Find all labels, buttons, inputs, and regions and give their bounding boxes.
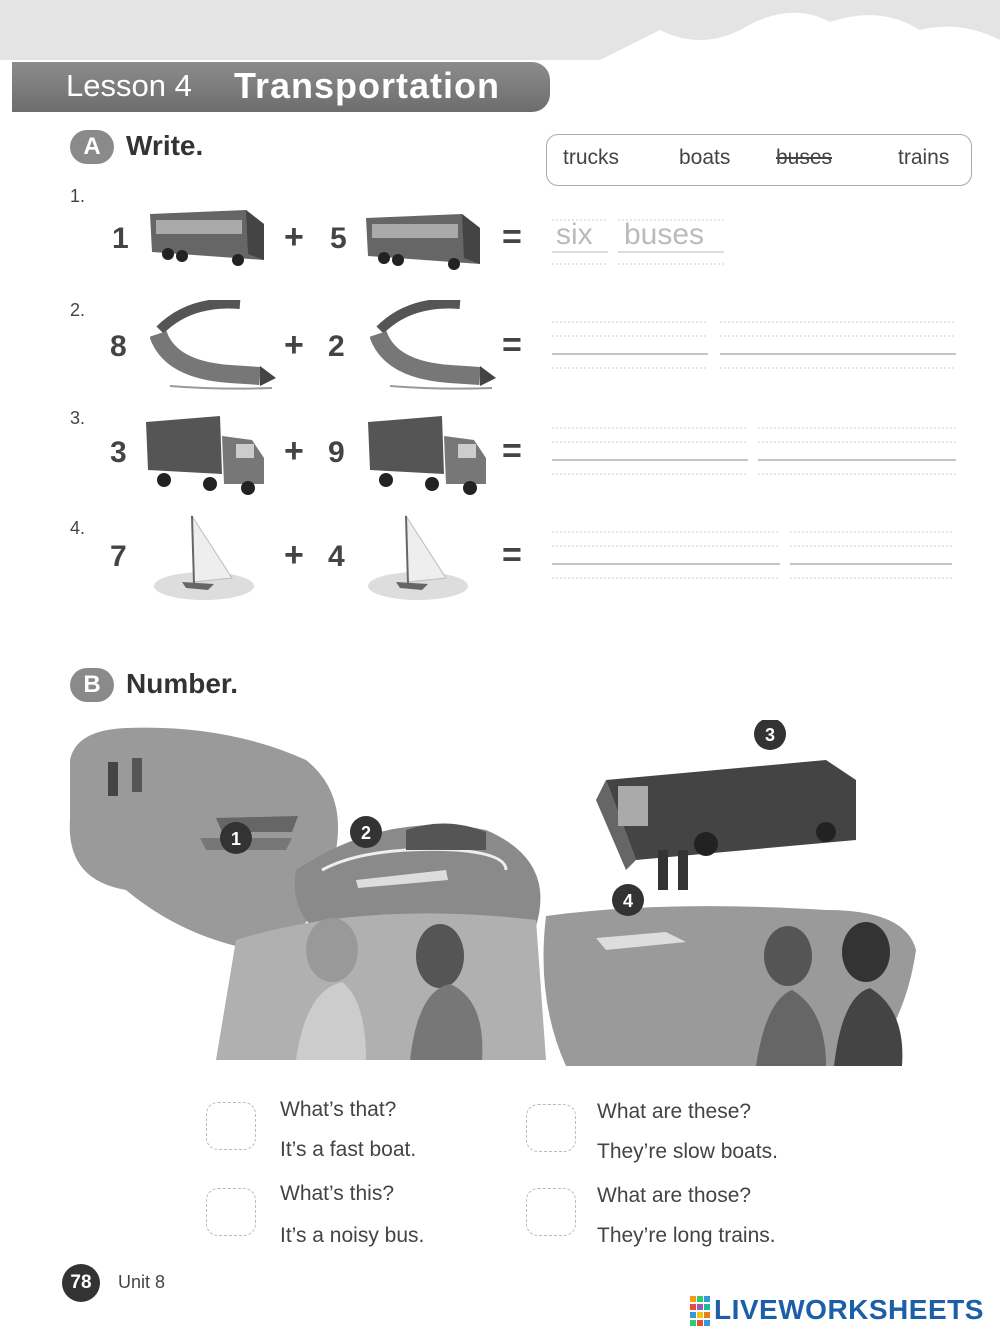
item-number: 2. bbox=[70, 300, 86, 320]
item-number: 3. bbox=[70, 408, 86, 428]
number-answer-box[interactable] bbox=[526, 1188, 576, 1236]
dialog-answer: They’re long trains. bbox=[597, 1224, 776, 1247]
dialog-answer: It’s a fast boat. bbox=[280, 1138, 417, 1161]
liveworksheets-logo-icon bbox=[690, 1296, 710, 1326]
answer-word-1: six bbox=[556, 218, 593, 251]
plus-sign: + bbox=[284, 326, 304, 364]
liveworksheets-brand[interactable]: LIVEWORKSHEETS bbox=[714, 1294, 984, 1325]
number-answer-box[interactable] bbox=[206, 1102, 256, 1150]
unit-label: Unit 8 bbox=[118, 1272, 166, 1292]
scene-number: 4 bbox=[622, 891, 634, 911]
dialog-answer: It’s a noisy bus. bbox=[280, 1224, 425, 1247]
page-title: Transportation bbox=[234, 65, 501, 106]
item-right-count: 2 bbox=[328, 330, 345, 363]
dialog-question: What’s that? bbox=[280, 1098, 397, 1121]
scene-number: 3 bbox=[764, 725, 776, 745]
equals-sign: = bbox=[502, 536, 522, 574]
section-b-badge: B bbox=[70, 668, 114, 702]
sailboat-icon bbox=[366, 512, 470, 604]
scene-number: 2 bbox=[360, 823, 372, 843]
dialog-question: What are these? bbox=[597, 1100, 752, 1123]
word-bank-item: trucks bbox=[563, 146, 620, 169]
word-bank-item-struck: buses bbox=[776, 146, 833, 169]
page-number-badge: 78 bbox=[62, 1264, 100, 1302]
item-right-count: 5 bbox=[330, 222, 347, 255]
equals-sign: = bbox=[502, 218, 522, 256]
word-bank-item: boats bbox=[679, 146, 731, 169]
equals-sign: = bbox=[502, 432, 522, 470]
bus-icon bbox=[146, 208, 268, 270]
word-bank-item: trains bbox=[898, 146, 950, 169]
dialog-answer: They’re slow boats. bbox=[597, 1140, 778, 1163]
answer-lines bbox=[552, 528, 956, 584]
lesson-label: Lesson 4 bbox=[66, 68, 192, 103]
train-icon bbox=[370, 300, 500, 390]
item-number: 1. bbox=[70, 186, 86, 206]
item-right-count: 4 bbox=[328, 540, 345, 573]
answer-lines bbox=[552, 318, 956, 374]
item-left-count: 3 bbox=[110, 436, 127, 469]
item-left-count: 7 bbox=[110, 540, 127, 573]
plus-sign: + bbox=[284, 218, 304, 256]
section-b-title: Number. bbox=[126, 668, 239, 699]
dialog-question: What are those? bbox=[597, 1184, 752, 1207]
equals-sign: = bbox=[502, 326, 522, 364]
item-left-count: 8 bbox=[110, 330, 127, 363]
plus-sign: + bbox=[284, 536, 304, 574]
number-answer-box[interactable] bbox=[526, 1104, 576, 1152]
scene-number: 1 bbox=[230, 829, 242, 849]
plus-sign: + bbox=[284, 432, 304, 470]
header-wave-decoration bbox=[0, 0, 1000, 64]
answer-word-2: buses bbox=[624, 218, 705, 251]
truck-icon bbox=[144, 414, 268, 498]
item-left-count: 1 bbox=[112, 222, 129, 255]
dialog-question: What’s this? bbox=[280, 1182, 394, 1205]
section-a-badge: A bbox=[70, 130, 114, 164]
truck-icon bbox=[366, 414, 490, 498]
item-right-count: 9 bbox=[328, 436, 345, 469]
number-answer-box[interactable] bbox=[206, 1188, 256, 1236]
answer-lines bbox=[552, 424, 956, 480]
transportation-scene-illustration bbox=[66, 720, 946, 1066]
bus-icon bbox=[362, 212, 484, 274]
item-number: 4. bbox=[70, 518, 86, 538]
section-a-title: Write. bbox=[126, 130, 204, 161]
sailboat-icon bbox=[152, 512, 256, 604]
train-icon bbox=[150, 300, 280, 390]
